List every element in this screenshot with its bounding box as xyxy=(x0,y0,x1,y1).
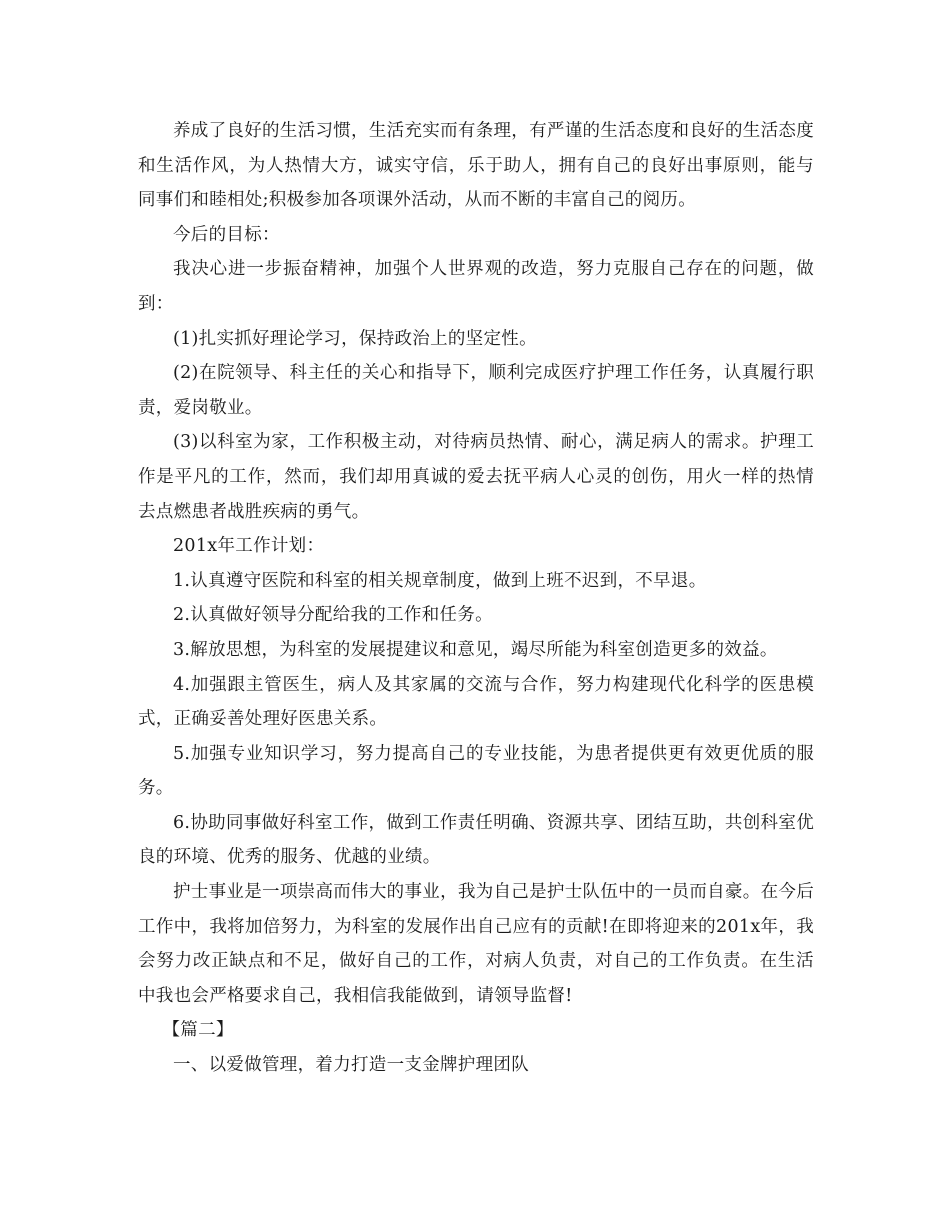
section-heading-part-two: 【篇二】 xyxy=(162,1020,234,1041)
paragraph-goal-1: (1)扎实抓好理论学习，保持政治上的坚定性。 xyxy=(173,328,537,349)
paragraph-plan-4: 4.加强跟主管医生，病人及其家属的交流与合作，努力构建现代化科学的医患模式，正确妥善处理好医患关系。 xyxy=(138,674,814,730)
paragraph-section-one-title: 一、以爱做管理，着力打造一支金牌护理团队 xyxy=(173,1055,529,1076)
paragraph-plan-5: 5.加强专业知识学习，努力提高自己的专业技能，为患者提供更有效更优质的服务。 xyxy=(138,743,814,799)
paragraph-goals-heading: 今后的目标： xyxy=(173,224,280,245)
paragraph-plan-heading: 201x年工作计划： xyxy=(173,536,325,557)
paragraph-plan-1: 1.认真遵守医院和科室的相关规章制度，做到上班不迟到，不早退。 xyxy=(173,570,707,591)
paragraph-habits: 养成了良好的生活习惯，生活充实而有条理，有严谨的生活态度和良好的生活态度和生活作风，为人热情大方，诚实守信，乐于助人，拥有自己的良好出事原则，能与同事们和睦相处;积极参加各项课外活动，从而不断的丰富自己的阅历。 xyxy=(138,121,814,211)
paragraph-plan-2: 2.认真做好领导分配给我的工作和任务。 xyxy=(173,605,493,626)
paragraph-goal-3: (3)以科室为家，工作积极主动，对待病员热情、耐心，满足病人的需求。护理工作是平凡的工作，然而，我们却用真诚的爱去抚平病人心灵的创伤，用火一样的热情去点燃患者战胜疾病的勇气。 xyxy=(138,432,814,522)
paragraph-goal-2: (2)在院领导、科主任的关心和指导下，顺利完成医疗护理工作任务，认真履行职责，爱岗敬业。 xyxy=(138,363,814,418)
paragraph-plan-3: 3.解放思想，为科室的发展提建议和意见，竭尽所能为科室创造更多的效益。 xyxy=(173,639,778,660)
paragraph-resolve: 我决心进一步振奋精神，加强个人世界观的改造，努力克服自己存在的问题，做到： xyxy=(138,259,814,314)
paragraph-closing: 护士事业是一项崇高而伟大的事业，我为自己是护士队伍中的一员而自豪。在今后工作中，我将加倍努力，为科室的发展作出自己应有的贡献!在即将迎来的201x年，我会努力改正缺点和不足，做好自己的工作，对病人负责，对自己的工作负责。在生活中我也会严格要求自己，我相信我能做到，请领导监督! xyxy=(138,882,814,1006)
document-body xyxy=(138,114,814,1083)
paragraph-plan-6: 6.协助同事做好科室工作，做到工作责任明确、资源共享、团结互助，共创科室优良的环境、优秀的服务、优越的业绩。 xyxy=(138,812,814,868)
